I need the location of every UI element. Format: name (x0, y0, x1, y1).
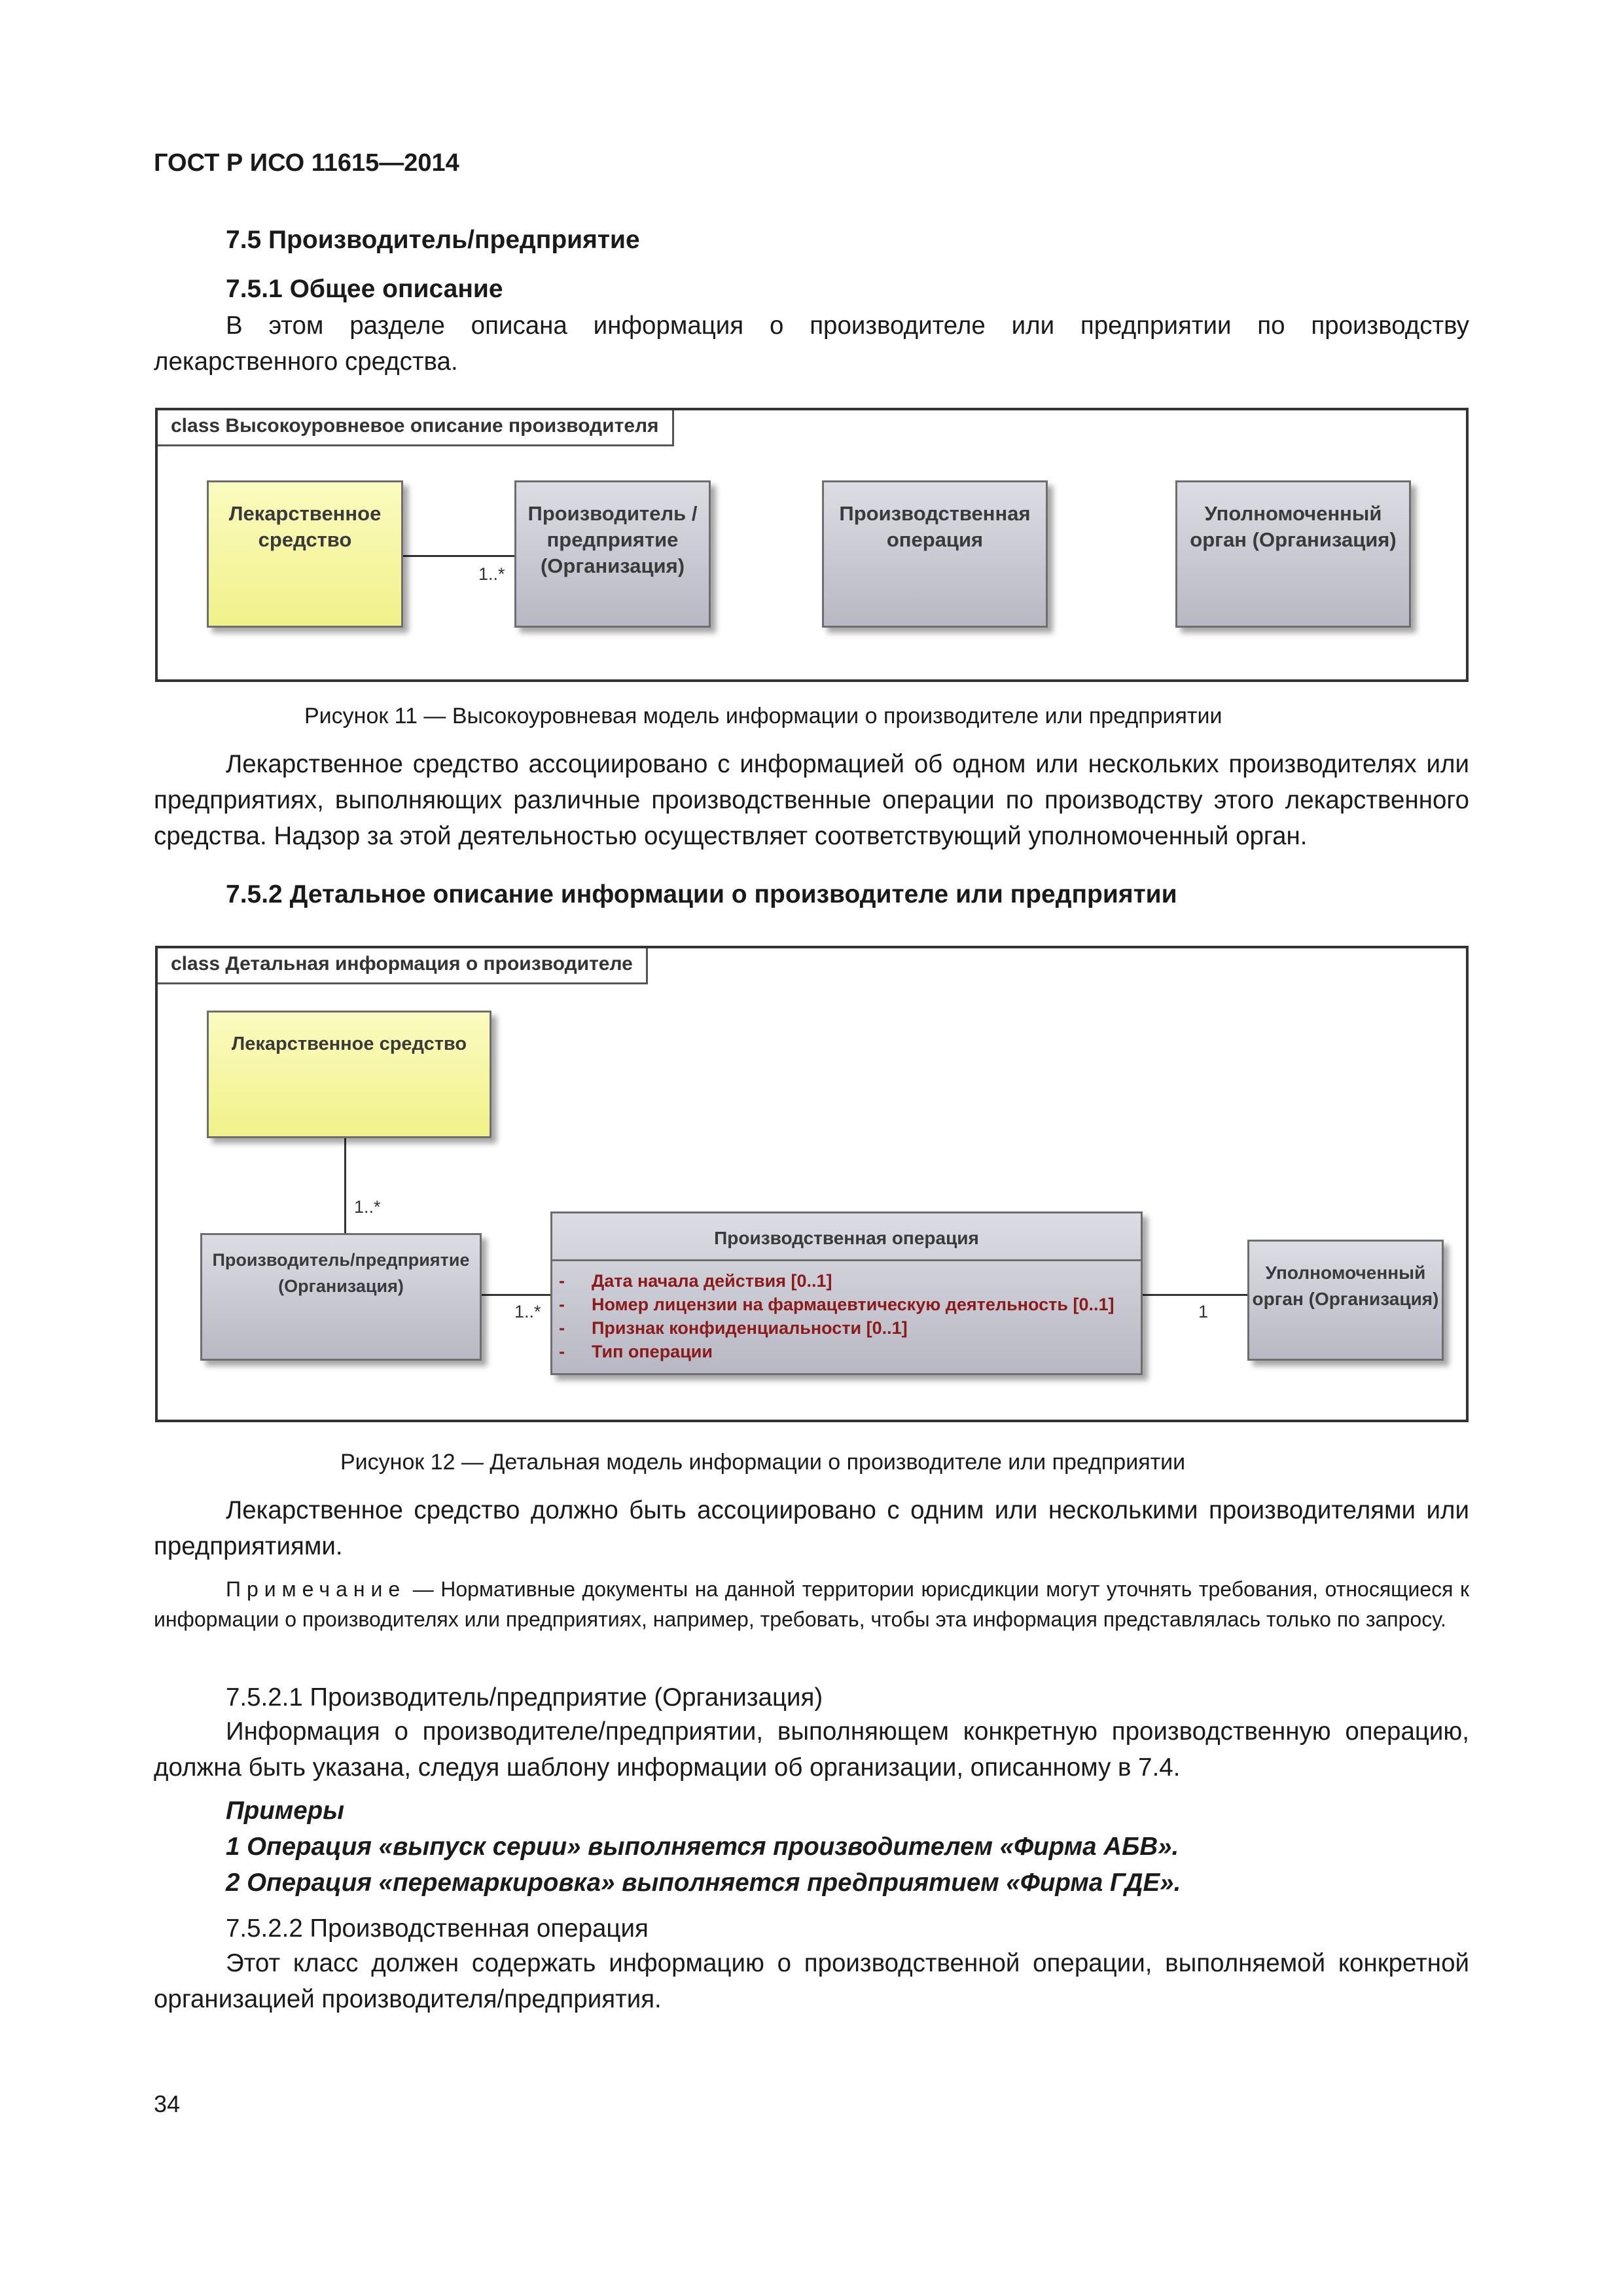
paragraph-requirement: Лекарственное средство должно быть ассоциировано с одним или несколькими производителями или предприятиями. (154, 1496, 1469, 1560)
attribute-item: - Дата начала действия [0..1] (559, 1271, 832, 1291)
class-manufacturing-operation (822, 480, 1048, 628)
paragraph-operation-class: Этот класс должен содержать информацию о производственной операции, выполняемой конкретной организацией производителя/предприятия. (154, 1949, 1469, 2013)
class-medicinal-product (207, 1011, 491, 1138)
diagram-frame-tag: class Высокоуровневое описание производителя (158, 410, 674, 446)
class-manufacturer (200, 1233, 482, 1361)
attribute-item: - Номер лицензии на фармацевтическую деятельность [0..1] (559, 1295, 1115, 1314)
association-line (1139, 1294, 1247, 1296)
diagram-frame-tag: class Детальная информация о производителе (158, 948, 648, 984)
class-attributes (552, 1259, 1141, 1371)
section-heading-7-5-2-1: 7.5.2.1 Производитель/предприятие (Организация) (226, 1683, 823, 1712)
class-name: Лекарственное средство (228, 502, 382, 551)
section-heading-7-5-1: 7.5.1 Общее описание (226, 275, 503, 303)
class-name: Производитель /предприятие (Организация) (527, 502, 698, 577)
class-manufacturing-operation (550, 1211, 1143, 1375)
note-block (154, 1574, 1469, 1634)
class-name: Производственная операция (714, 1228, 979, 1248)
section-heading-7-5-2-2: 7.5.2.2 Производственная операция (226, 1914, 649, 1943)
class-authority (1247, 1240, 1444, 1361)
class-medicinal-product (207, 480, 403, 628)
attribute-item: - Тип операции (559, 1342, 713, 1361)
multiplicity-label: 1..* (478, 564, 505, 584)
example-item: 2 Операция «перемаркировка» выполняется предприятием «Фирма ГДЕ». (226, 1869, 1181, 1897)
class-authority (1175, 480, 1411, 628)
example-item: 1 Операция «выпуск серии» выполняется производителем «Фирма АБВ». (226, 1833, 1179, 1861)
note-label: Примечание (226, 1577, 406, 1601)
multiplicity-label: 1..* (514, 1302, 541, 1321)
figure-11-diagram (155, 408, 1469, 682)
class-name: Уполномоченный орган (Организация) (1190, 502, 1397, 551)
note-text: — Нормативные документы на данной территории юрисдикции могут уточнять требования, относящиеся к информации о производителях или предприятиях, например, требовать, чтобы эта информация представлялась только по запросу. (154, 1577, 1469, 1631)
examples-title: Примеры (226, 1797, 345, 1825)
paragraph-association: Лекарственное средство ассоциировано с информацией об одном или нескольких производителях или предприятиях, выполняющих различные производственные операции по производству этого лекарственного средства. Надзор за этой деятельностью осуществляет соответствующий уполномоченный орган. (154, 750, 1469, 850)
figure-12-diagram (155, 946, 1469, 1422)
class-name: Производственная операция (839, 502, 1031, 551)
figure-12-caption: Рисунок 12 — Детальная модель информации о производителе или предприятии (340, 1450, 1186, 1475)
class-name: Лекарственное средство (231, 1033, 467, 1054)
figure-11-caption: Рисунок 11 — Высокоуровневая модель информации о производителе или предприятии (304, 704, 1222, 728)
attribute-item: - Признак конфиденциальности [0..1] (559, 1318, 908, 1338)
document-header: ГОСТ Р ИСО 11615—2014 (154, 149, 459, 177)
section-heading-7-5-2: 7.5.2 Детальное описание информации о производителе или предприятии (226, 880, 1177, 908)
association-line (344, 1138, 346, 1233)
class-name: Уполномоченный орган (Организация) (1252, 1263, 1439, 1309)
multiplicity-label: 1..* (354, 1197, 381, 1217)
section-heading-7-5: 7.5 Производитель/предприятие (226, 226, 640, 254)
paragraph-general-description: В этом разделе описана информация о производителе или предприятии по производству лекарственного средства. (154, 312, 1469, 376)
multiplicity-label: 1 (1198, 1302, 1209, 1321)
class-name: Производитель/предприятие (Организация) (212, 1250, 470, 1296)
page-number: 34 (154, 2090, 181, 2117)
class-manufacturer (514, 480, 711, 628)
paragraph-manufacturer-info: Информация о производителе/предприятии, выполняющем конкретную производственную операцию, должна быть указана, следуя шаблону информации об организации, описанному в 7.4. (154, 1717, 1469, 1782)
